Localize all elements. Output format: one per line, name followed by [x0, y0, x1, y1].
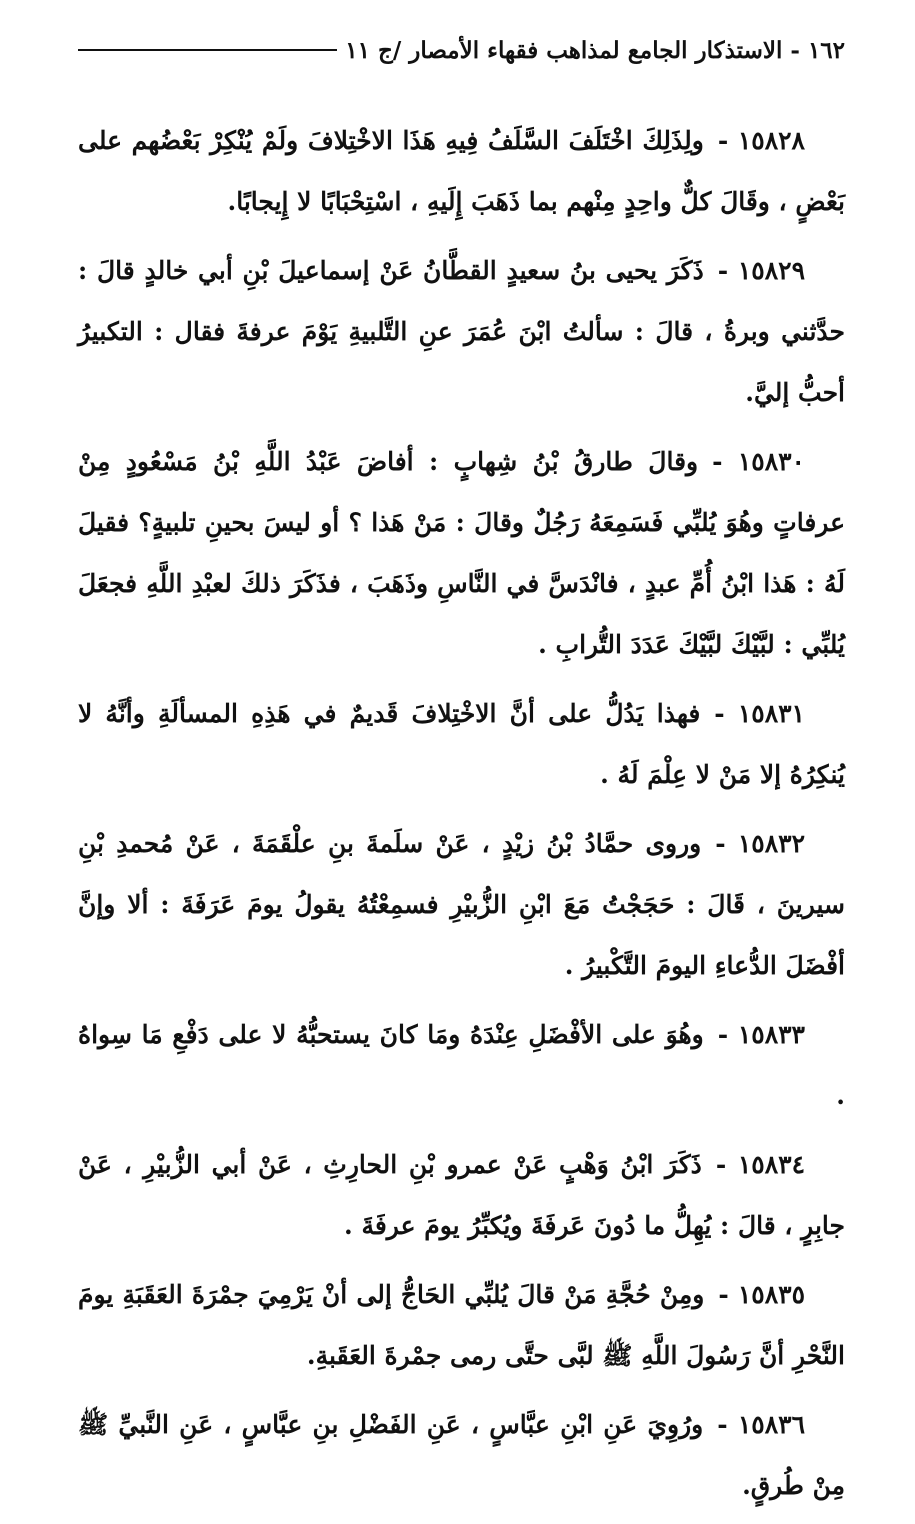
paragraph-text: ذَكَرَ ابْنُ وَهْبٍ عَنْ عمرو بْنِ الحارِثِ ، عَنْ أبي الزُّبيْرِ ، عَنْ جابِرٍ ، قالَ : يُهِلُّ ما دُونَ عَرفَةَ ويُكبِّرُ يومَ عرفَةَ .: [78, 1150, 845, 1240]
paragraph-text: وهُوَ على الأفْضَلِ عِنْدَهُ ومَا كانَ يستحبُّهُ لا على دَفْعِ مَا سِواهُ .: [78, 1020, 845, 1110]
paragraph-15828: [78, 110, 845, 232]
paragraph-number: ١٥٨٣٢ -: [715, 829, 805, 858]
paragraph-15832: [78, 813, 845, 996]
paragraph-number: ١٥٨٣١ -: [714, 699, 805, 728]
paragraph-number: ١٥٨٣٥ -: [718, 1280, 805, 1309]
paragraph-number: ١٥٨٣٦ -: [717, 1410, 805, 1439]
paragraph-15834: [78, 1134, 845, 1256]
header-title: ١٦٢ - الاستذكار الجامع لمذاهب فقهاء الأمصار /ج ١١: [345, 36, 845, 64]
paragraph-text: ذَكَرَ يحيى بنُ سعيدٍ القطَّانُ عَنْ إسماعيلَ بْنِ أبي خالدٍ قالَ : حدَّثني وبرةُ ، قالَ : سألتُ ابْنَ عُمَرَ عنِ التَّلبيةِ يَوْمَ عرفةَ فقال : التكبيرُ أحبُّ إليَّ.: [78, 256, 845, 407]
paragraph-number: ١٥٨٣٤ -: [715, 1150, 805, 1179]
paragraph-number: ١٥٨٣٠ -: [712, 447, 805, 476]
body-text: [78, 110, 845, 1524]
paragraph-text: ومِنْ حُجَّةِ مَنْ قالَ يُلبِّي الحَاجُّ إلى أنْ يَرْمِيَ جمْرَةَ العَقَبَةِ يومَ النَّحْرِ أنَّ رَسُولَ اللَّهِ ﷺ لبَّى حتَّى رمى جمْرةَ العَقَبةِ.: [78, 1280, 845, 1370]
paragraph-15835: [78, 1264, 845, 1386]
paragraph-15831: [78, 683, 845, 805]
paragraph-15836: [78, 1394, 845, 1516]
paragraph-15829: [78, 240, 845, 423]
paragraph-15833: [78, 1004, 845, 1126]
paragraph-15830: [78, 431, 845, 675]
paragraph-number: ١٥٨٣٣ -: [717, 1020, 805, 1049]
running-header: [78, 30, 845, 70]
paragraph-text: ولِذَلِكَ اخْتَلَفَ السَّلَفُ فِيهِ هَذَا الاخْتِلافَ ولَمْ يُنْكِرْ بَعْضُهم على بَعْضٍ ، وقَالَ كلٌّ واحِدٍ مِنْهم بما ذَهَبَ إِلَيهِ ، اسْتِحْبَابًا لا إِيجابًا.: [78, 126, 845, 216]
paragraph-number: ١٥٨٢٨ -: [717, 126, 805, 155]
paragraph-text: ورُوِيَ عَنِ ابْنِ عبَّاسٍ ، عَنِ الفَضْلِ بنِ عبَّاسٍ ، عَنِ النَّبيِّ ﷺ مِنْ طُرقٍ.: [78, 1410, 845, 1500]
header-rule: [78, 49, 337, 51]
paragraph-text: وروى حمَّادُ بْنُ زيْدٍ ، عَنْ سلَمةَ بنِ علْقَمَةَ ، عَنْ مُحمدِ بْنِ سيرينَ ، قَالَ : حَجَجْتُ مَعَ ابْنِ الزُّبيْرِ فسمِعْتُهُ يقولُ يومَ عَرَفَةَ : ألا وإنَّ أفْضَلَ الدُّعاءِ اليومَ التَّكْبيرُ .: [78, 829, 845, 980]
paragraph-text: وقالَ طارقُ بْنُ شِهابٍ : أفاضَ عَبْدُ اللَّهِ بْنُ مَسْعُودٍ مِنْ عرفاتٍ وهُوَ يُلبِّي فَسَمِعَهُ رَجُلٌ وقالَ : مَنْ هَذا ؟ أو ليسَ بحينِ تلبيةٍ؟ فقيلَ لَهُ : هَذا ابْنُ أُمِّ عبدٍ ، فانْدَسَّ في النَّاسِ وذَهَبَ ، فذَكَرَ ذلكَ لعبْدِ اللَّهِ فجعَلَ يُلبِّي : لبَّيْكَ لبَّيْكَ عَدَدَ التُّرابِ .: [78, 447, 845, 659]
paragraph-text: فهذا يَدُلُّ على أنَّ الاخْتِلافَ قَديمٌ في هَذِهِ المسألَةِ وأنَّهُ لا يُنكِرُهُ إلا مَنْ لا عِلْمَ لَهُ .: [78, 699, 845, 789]
paragraph-number: ١٥٨٢٩ -: [717, 256, 805, 285]
